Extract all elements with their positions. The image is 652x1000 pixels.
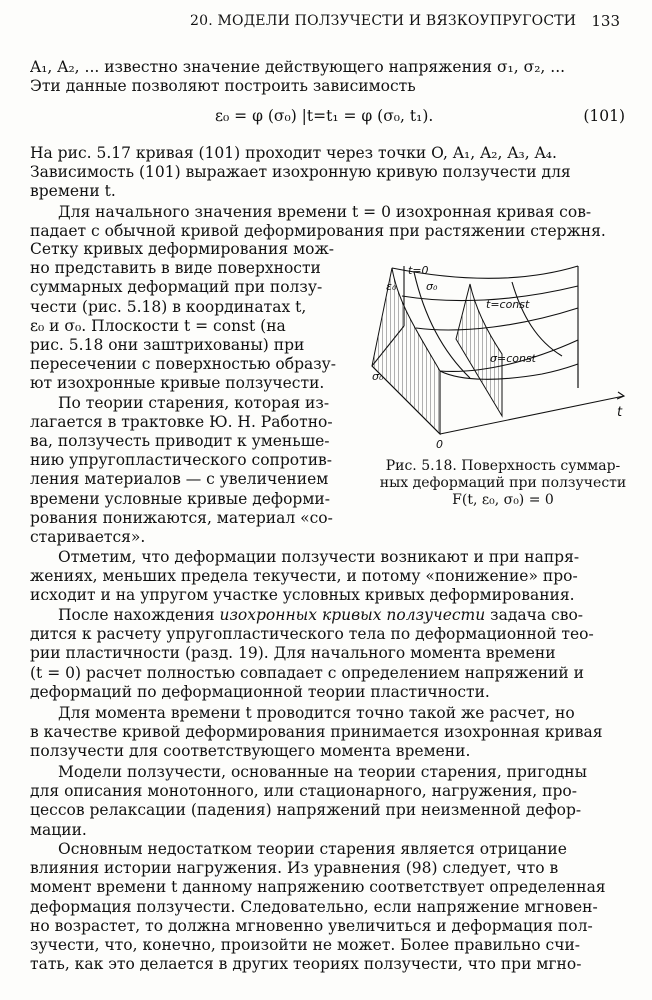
text-line: ва, ползучесть приводит к уменьше- [30,432,330,451]
figure-caption [372,458,634,509]
paragraph-after-curves [30,606,624,702]
text-line: На рис. 5.17 кривая (101) проходит через точки O, A₁, A₂, A₃, A₄. [30,144,557,162]
text-line: Для момента времени t проводится точно такой же расчет, но [58,704,575,722]
text-line: падает с обычной кривой деформирования при растяжении стержня. [30,222,606,241]
caption-formula: F(t, ε₀, σ₀) = 0 [452,492,554,508]
paragraph-curve-101 [30,144,624,202]
text-line: Отметим, что деформации ползучести возникают и при напря- [58,548,580,566]
t-axis-line [440,396,624,434]
text-line: цессов релаксации (падения) напряжений при неизменной дефор- [30,801,582,820]
emphasis-text: изохронных кривых ползучести [219,606,486,624]
label-t-const: t=const [486,298,530,311]
paragraph-moment [30,704,624,762]
text-line: A₁, A₂, ... известно значение действующего напряжения σ₁, σ₂, ... [30,58,566,76]
text-line: зучести, что, конечно, произойти не может. Более правильно счи- [30,936,581,955]
text-line: Основным недостатком теории старения является отрицание [58,840,567,858]
text-line: Модели ползучести, основанные на теории старения, пригодны [58,763,587,781]
text-line: жениях, меньших предела текучести, и потому «понижение» про- [30,567,578,586]
text-line: ления материалов — с увеличением [30,470,329,489]
text-line: момент времени t данному напряжению соответствует определенная [30,878,606,897]
text-line: деформаций по деформационной теории пластичности. [30,682,490,701]
text-line: деформация ползучести. Следовательно, если напряжение мгновен- [30,897,598,916]
wrapped-column-text [30,240,360,547]
text-run: После нахождения [58,606,220,624]
running-header: 20. МОДЕЛИ ПОЛЗУЧЕСТИ И ВЯЗКОУПРУГОСТИ [190,13,577,29]
text-line: рования понижаются, материал «со- [30,508,333,527]
paragraph-lowering [30,548,624,606]
text-line: Зависимость (101) выражает изохронную кривую ползучести для [30,163,571,182]
text-line: По теории старения, которая из- [58,393,330,412]
label-t-axis: t [617,405,623,420]
label-origin: 0 [436,438,443,451]
text-line: времени условные кривые деформи- [30,489,330,508]
text-line: пересечении с поверхностью образу- [30,355,337,374]
label-sigma-axis: σ₀ [372,370,384,383]
equation-formula: ε₀ = φ (σ₀) |t=t₁ = φ (σ₀, t₁). [215,107,434,125]
text-line: ползучести для соответствующего момента времени. [30,742,471,761]
text-line: но возрастет, то должна мгновенно увеличиться и деформация пол- [30,916,593,935]
text-line: Для начального значения времени t = 0 изохронная кривая сов- [58,203,592,221]
text-line: ют изохронные кривые ползучести. [30,374,325,393]
caption-line: Рис. 5.18. Поверхность суммар- [385,458,621,474]
text-line: дится к расчету упругопластического тела по деформационной тео- [30,625,594,644]
label-sigma-const: σ=const [490,352,536,365]
paragraph-initial-time [30,203,624,241]
surface-curve [416,308,578,330]
text-run: задача сво- [485,606,584,624]
text-line: но представить в виде поверхности [30,259,321,278]
equation-number: (101) [583,107,625,125]
text-line: тать, как это делается в других теориях ползучести, что при мгно- [30,955,582,974]
text-line: чести (рис. 5.18) в координатах t, [30,297,307,316]
equation-101 [215,107,625,126]
text-line: Эти данные позволяют построить зависимость [30,77,416,96]
text-line: ε₀ и σ₀. Плоскости t = const (на [30,316,286,335]
label-t-zero: t=0 [408,264,429,277]
text-line: мации. [30,820,87,839]
label-sigma-top: σ₀ [426,280,438,293]
paragraph-models [30,763,624,840]
text-line: влияния истории нагружения. Из уравнения (98) следует, что в [30,859,559,878]
text-line: для описания монотонного, или стационарного, нагружения, про- [30,782,577,801]
paragraph-flaw [30,840,624,974]
text-line: исходит и на упругом участке условных кривых деформирования. [30,586,575,605]
text-line: суммарных деформаций при ползу- [30,278,323,297]
label-eps0: ε₀ [386,280,397,293]
text-line: времени t. [30,182,116,201]
t-axis-arrow [617,392,624,399]
caption-line: ных деформаций при ползучести [379,475,627,491]
text-line: рис. 5.18 они заштрихованы) при [30,336,305,355]
text-line: (t = 0) расчет полностью совпадает с определением напряжений и [30,663,584,682]
page-number: 133 [591,12,620,30]
figure-creep-surface [362,256,634,456]
intro-paragraph [30,58,624,96]
text-line: нию упругопластического сопротив- [30,451,333,470]
text-line: рии пластичности (разд. 19). Для начального момента времени [30,644,556,663]
text-line [30,606,624,625]
text-line: Сетку кривых деформирования мож- [30,240,334,258]
text-line: старивается». [30,528,146,547]
text-line: лагается в трактовке Ю. Н. Работно- [30,412,333,431]
text-line: в качестве кривой деформирования принимается изохронная кривая [30,723,603,742]
